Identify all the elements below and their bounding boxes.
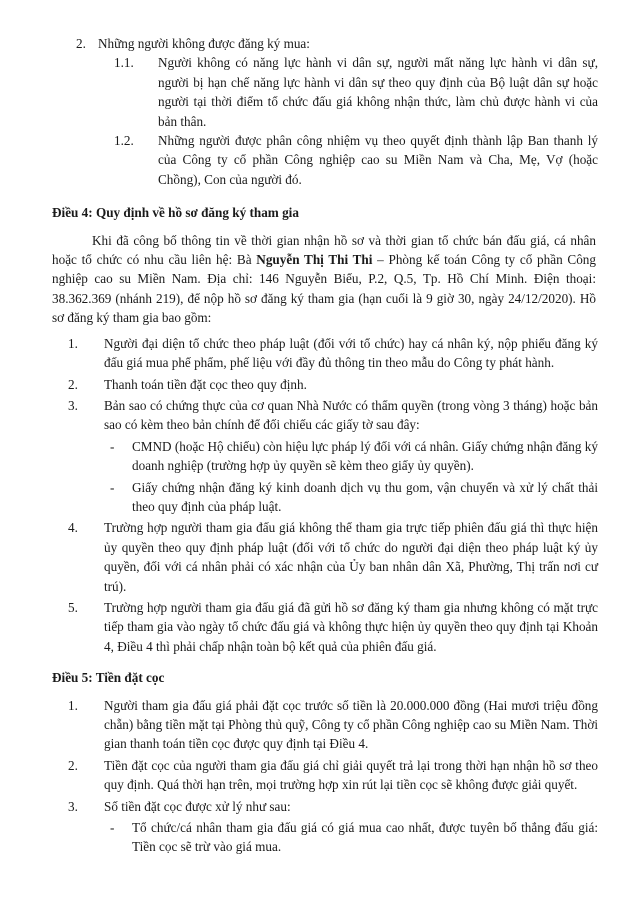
- section-2-text: Những người không được đăng ký mua:: [98, 36, 310, 51]
- list-item-text: Người tham gia đấu giá phải đặt cọc trước số tiền là 20.000.000 đồng (Hai mươi triệu đồng chẵn) bằng tiền mặt tại Phòng thủ quỹ, Công ty cổ phần Công nghiệp cao su Miền Nam. Thời gian thanh toán tiền cọc được quy định tại Điều 4.: [104, 697, 598, 752]
- list-item: [52, 396, 598, 435]
- list-number: 3.: [68, 798, 78, 814]
- list-item-text: Tiền đặt cọc của người tham gia đấu giá chỉ giải quyết trả lại trong thời hạn nhận hồ sơ theo quy định. Quá thời hạn trên, mọi trường hợp xin rút lại tiền cọc sẽ không được giải quyết.: [104, 757, 598, 793]
- article-5-title: Điều 5: Tiền đặt cọc: [52, 670, 165, 686]
- dash-item: [52, 437, 598, 476]
- list-item-text: Những người được phân công nhiệm vụ theo quyết định thành lập Ban thanh lý của Công ty cổ phần Công nghiệp cao su Miền Nam và Cha, Mẹ, Vợ (hoặc Chồng), Con của người đó.: [158, 133, 598, 187]
- list-item: [52, 756, 598, 795]
- article-5-list: [52, 696, 598, 857]
- dash-marker: -: [110, 820, 115, 836]
- intro-text-continued: – Phòng kế toán Công ty cổ phần Công nghiệp cao su Miền Nam. Địa chỉ: 146 Nguyễn Biểu, P.2, Q.5, Tp. Hồ Chí Minh. Điện thoại: 38.362.369 (nhánh 219), để nộp hồ sơ đăng ký tham gia (hạn cuối là 9 giờ 30, ngày 24/12/2020). Hồ sơ đăng ký tham gia bao gồm:: [52, 252, 596, 326]
- list-number: 1.2.: [114, 133, 134, 149]
- list-item: [52, 131, 598, 189]
- list-item: [52, 375, 598, 394]
- list-item: [52, 598, 598, 656]
- list-item-text: Số tiền đặt cọc được xử lý như sau:: [104, 798, 291, 814]
- list-item: [52, 53, 598, 131]
- list-item-text: Trường hợp người tham gia đấu giá đã gửi hồ sơ đăng ký tham gia nhưng không có mặt trực tiếp tham gia vào ngày tổ chức đấu giá và không thực hiện ủy quyền theo quy định tại Khoản 4, Điều 4 thì phải chấp nhận toàn bộ kết quả của phiên đấu giá.: [104, 599, 598, 654]
- article-4-intro: [52, 231, 598, 328]
- list-number: 1.: [68, 335, 78, 351]
- list-number: 2.: [68, 376, 78, 392]
- list-item: [52, 797, 598, 816]
- dash-marker: -: [110, 438, 115, 454]
- list-item-text: Người không có năng lực hành vi dân sự, người mất năng lực hành vi dân sự, người bị hạn chế năng lực hành vi dân sự theo quy định của Bộ luật dân sự hoặc người tại thời điểm tổ chức đấu giá không nhận thức, làm chủ được hành vi của bản thân.: [158, 55, 598, 129]
- list-number: 2.: [76, 36, 86, 51]
- list-number: 1.: [68, 697, 78, 713]
- list-number: 4.: [68, 520, 78, 536]
- section-2: [52, 34, 598, 53]
- dash-item-text: CMND (hoặc Hộ chiếu) còn hiệu lực pháp lý đối với cá nhân. Giấy chứng nhận đăng ký doanh nghiệp (trường hợp ủy quyền sẽ kèm theo giấy ủy quyền).: [132, 438, 598, 474]
- dash-item-text: Tổ chức/cá nhân tham gia đấu giá có giá mua cao nhất, được tuyên bố thắng đấu giá: Tiền cọc sẽ trừ vào giá mua.: [132, 820, 598, 855]
- list-number: 3.: [68, 397, 78, 413]
- article-4-title: Điều 4: Quy định về hồ sơ đăng ký tham gia: [52, 205, 299, 221]
- dash-item: [52, 818, 598, 857]
- contact-name: Nguyễn Thị Thi Thi: [256, 252, 373, 268]
- list-number: 5.: [68, 599, 78, 615]
- list-item-text: Người đại diện tổ chức theo pháp luật (đối với tổ chức) hay cá nhân ký, nộp phiếu đăng ký đấu giá mua phế phẩm, phế liệu với đầy đủ thông tin theo mẫu do Công ty phát hành.: [104, 335, 598, 371]
- list-item-text: Bản sao có chứng thực của cơ quan Nhà Nước có thẩm quyền (trong vòng 3 tháng) hoặc bản sao có kèm theo bản chính để đối chiếu các giấy tờ sau đây:: [104, 397, 598, 433]
- list-item-text: Trường hợp người tham gia đấu giá không thể tham gia trực tiếp phiên đấu giá thì thực hiện ủy quyền theo quy định pháp luật (đối với tổ chức do người đại diện theo pháp luật ký ủy quyền, đối với cá nhân phải có xác nhận của Ủy ban nhân dân Xã, Phường, Thị trấn nơi cư trú).: [104, 520, 598, 594]
- list-item: [52, 696, 598, 754]
- dash-item: [52, 478, 598, 517]
- list-item: [52, 334, 598, 373]
- list-number: 1.1.: [114, 55, 134, 71]
- list-number: 2.: [68, 757, 78, 773]
- intro-text: Khi đã công bố thông tin về thời gian nhận hồ sơ và thời gian tổ chức bán đấu giá, cá nhân hoặc tổ chức có nhu cầu liên hệ: Bà: [52, 232, 596, 268]
- list-item: [52, 518, 598, 596]
- article-4-list: [52, 334, 598, 657]
- dash-item-text: Giấy chứng nhận đăng ký kinh doanh dịch vụ thu gom, vận chuyển và xử lý chất thải theo quy định của pháp luật.: [132, 479, 598, 514]
- list-item-text: Thanh toán tiền đặt cọc theo quy định.: [104, 376, 307, 392]
- dash-marker: -: [110, 479, 115, 495]
